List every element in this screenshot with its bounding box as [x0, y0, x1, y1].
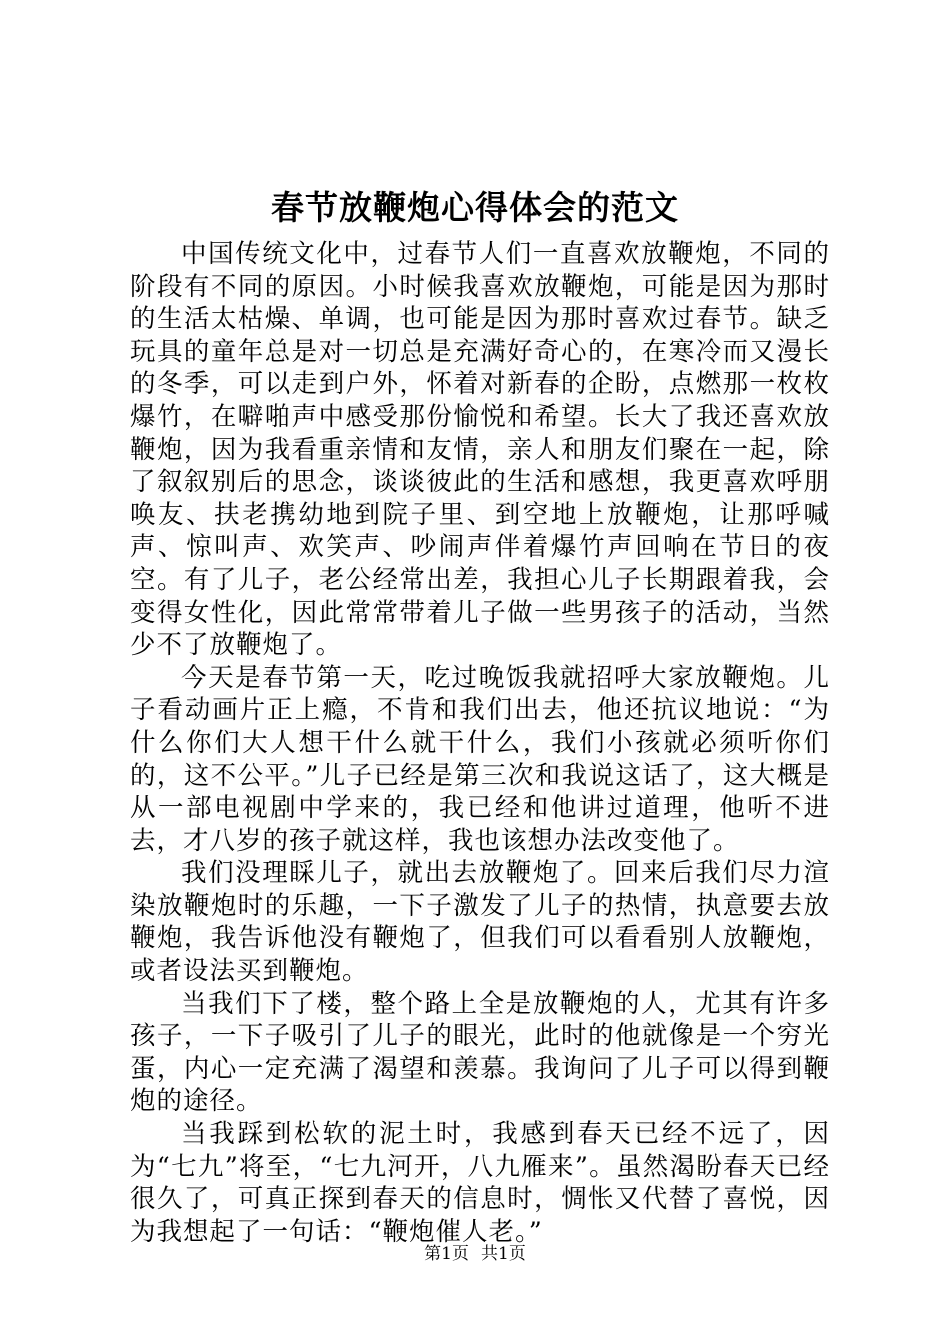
paragraph-5: 当我踩到松软的泥土时，我感到春天已经不远了，因为“七九”将至，“七九河开，八九雁来”。虽然渴盼春天已经很久了，可真正探到春天的信息时，惆怅又代替了喜悦，因为我想起了一句话：“鞭炮催人老。” [130, 1119, 830, 1247]
page-number: 第1页 [424, 1244, 469, 1264]
paragraph-2: 今天是春节第一天，吃过晚饭我就招呼大家放鞭炮。儿子看动画片正上瘾，不肯和我们出去，他还抗议地说：“为什么你们大人想干什么就干什么，我们小孩就必须听你们的，这不公平。”儿子已经是第三次和我说这话了，这大概是从一部电视剧中学来的，我已经和他讲过道理，他听不进去，才八岁的孩子就这样，我也该想办法改变他了。 [130, 662, 830, 856]
paragraph-3: 我们没理睬儿子，就出去放鞭炮了。回来后我们尽力渲染放鞭炮时的乐趣，一下子激发了儿子的热情，执意要去放鞭炮，我告诉他没有鞭炮了，但我们可以看看别人放鞭炮，或者设法买到鞭炮。 [130, 858, 830, 987]
paragraph-1: 中国传统文化中，过春节人们一直喜欢放鞭炮，不同的阶段有不同的原因。小时候我喜欢放鞭炮，可能是因为那时的生活太枯燥、单调，也可能是因为那时喜欢过春节。缺乏玩具的童年总是对一切总是充满好奇心的，在寒冷而又漫长的冬季，可以走到户外，怀着对新春的企盼，点燃那一枚枚爆竹，在噼啪声中感受那份愉悦和希望。长大了我还喜欢放鞭炮，因为我看重亲情和友情，亲人和朋友们聚在一起，除了叙叙别后的思念，谈谈彼此的生活和感想，我更喜欢呼朋唤友、扶老携幼地到院子里、到空地上放鞭炮，让那呼喊声、惊叫声、欢笑声、吵闹声伴着爆竹声回响在节日的夜空。有了儿子，老公经常出差，我担心儿子长期跟着我，会变得女性化，因此常常带着儿子做一些男孩子的活动，当然少不了放鞭炮了。 [130, 239, 830, 661]
document-title: 春节放鞭炮心得体会的范文 [271, 188, 679, 227]
page-footer [0, 1242, 950, 1266]
document-body [130, 238, 830, 1248]
paragraph-4: 当我们下了楼，整个路上全是放鞭炮的人，尤其有许多孩子，一下子吸引了儿子的眼光，此时的他就像是一个穷光蛋，内心一定充满了渴望和羡慕。我询问了儿子可以得到鞭炮的途径。 [130, 988, 830, 1117]
page-total: 共1页 [481, 1244, 526, 1264]
